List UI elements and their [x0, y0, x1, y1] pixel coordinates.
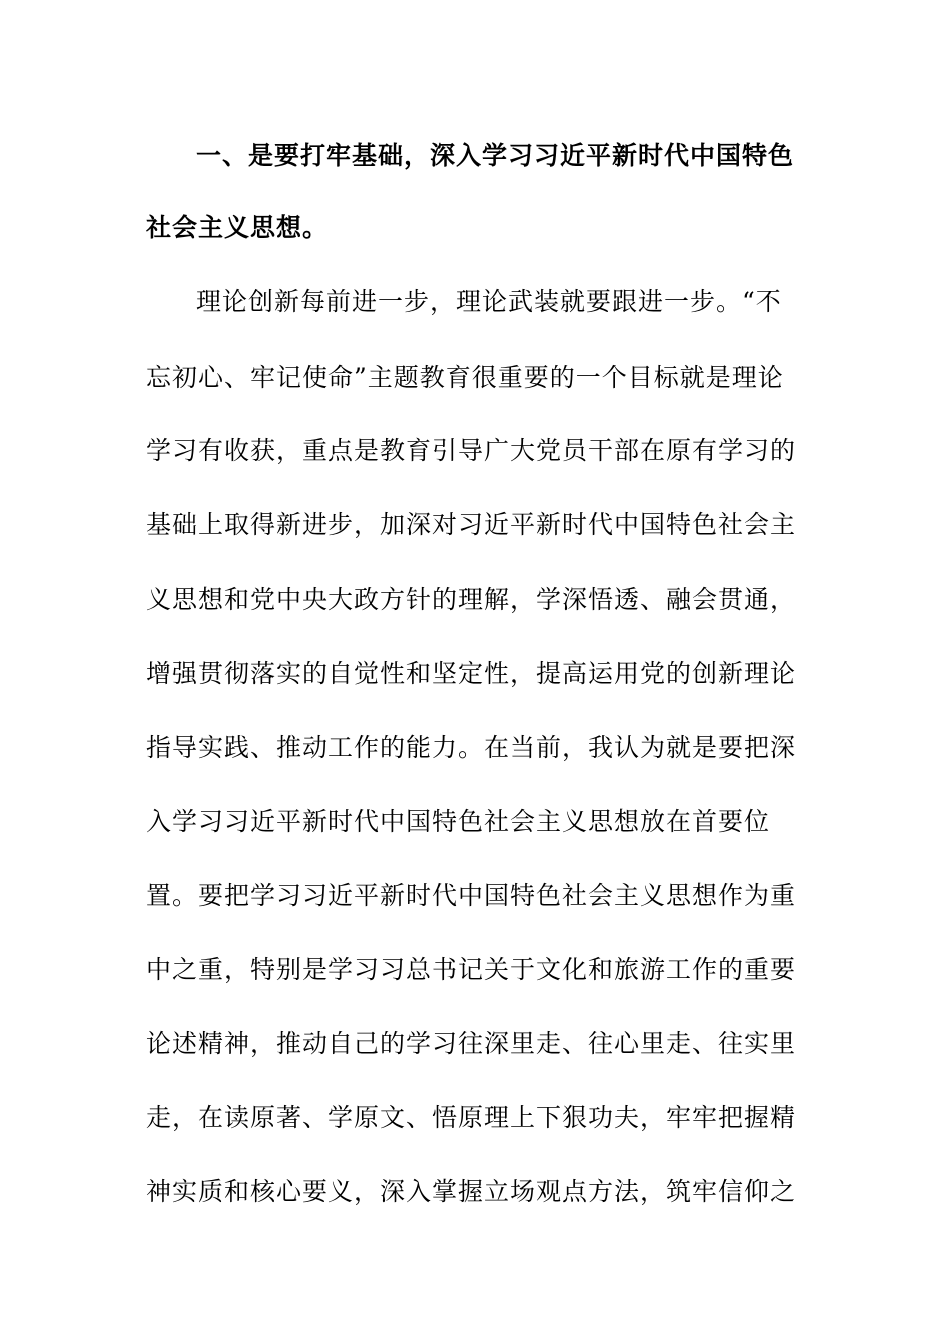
section-heading-line-2: 社会主义思想。: [146, 213, 329, 242]
paragraph-line-12: 走，在读原著、学原文、悟原理上下狠功夫，牢牢把握精: [146, 1103, 797, 1132]
paragraph-line-10: 中之重，特别是学习习总书记关于文化和旅游工作的重要: [146, 955, 797, 984]
paragraph-line-3: 学习有收获，重点是教育引导广大党员干部在原有学习的: [146, 436, 797, 465]
section-heading-line-1: 一、是要打牢基础，深入学习习近平新时代中国特色: [196, 141, 795, 170]
paragraph-line-13: 神实质和核心要义，深入掌握立场观点方法，筑牢信仰之: [146, 1177, 797, 1206]
paragraph-line-1: 理论创新每前进一步，理论武装就要跟进一步。“不: [196, 287, 782, 316]
paragraph-line-9: 置。要把学习习近平新时代中国特色社会主义思想作为重: [146, 881, 797, 910]
paragraph-line-2: 忘初心、牢记使命”主题教育很重要的一个目标就是理论: [146, 363, 784, 392]
paragraph-line-4: 基础上取得新进步，加深对习近平新时代中国特色社会主: [146, 510, 797, 539]
paragraph-line-7: 指导实践、推动工作的能力。在当前，我认为就是要把深: [146, 733, 797, 762]
paragraph-line-6: 增强贯彻落实的自觉性和坚定性，提高运用党的创新理论: [146, 659, 797, 688]
paragraph-line-11: 论述精神，推动自己的学习往深里走、往心里走、往实里: [146, 1029, 797, 1058]
paragraph-line-5: 义思想和党中央大政方针的理解，学深悟透、融会贯通，: [146, 585, 797, 614]
paragraph-line-8: 入学习习近平新时代中国特色社会主义思想放在首要位: [146, 807, 771, 836]
